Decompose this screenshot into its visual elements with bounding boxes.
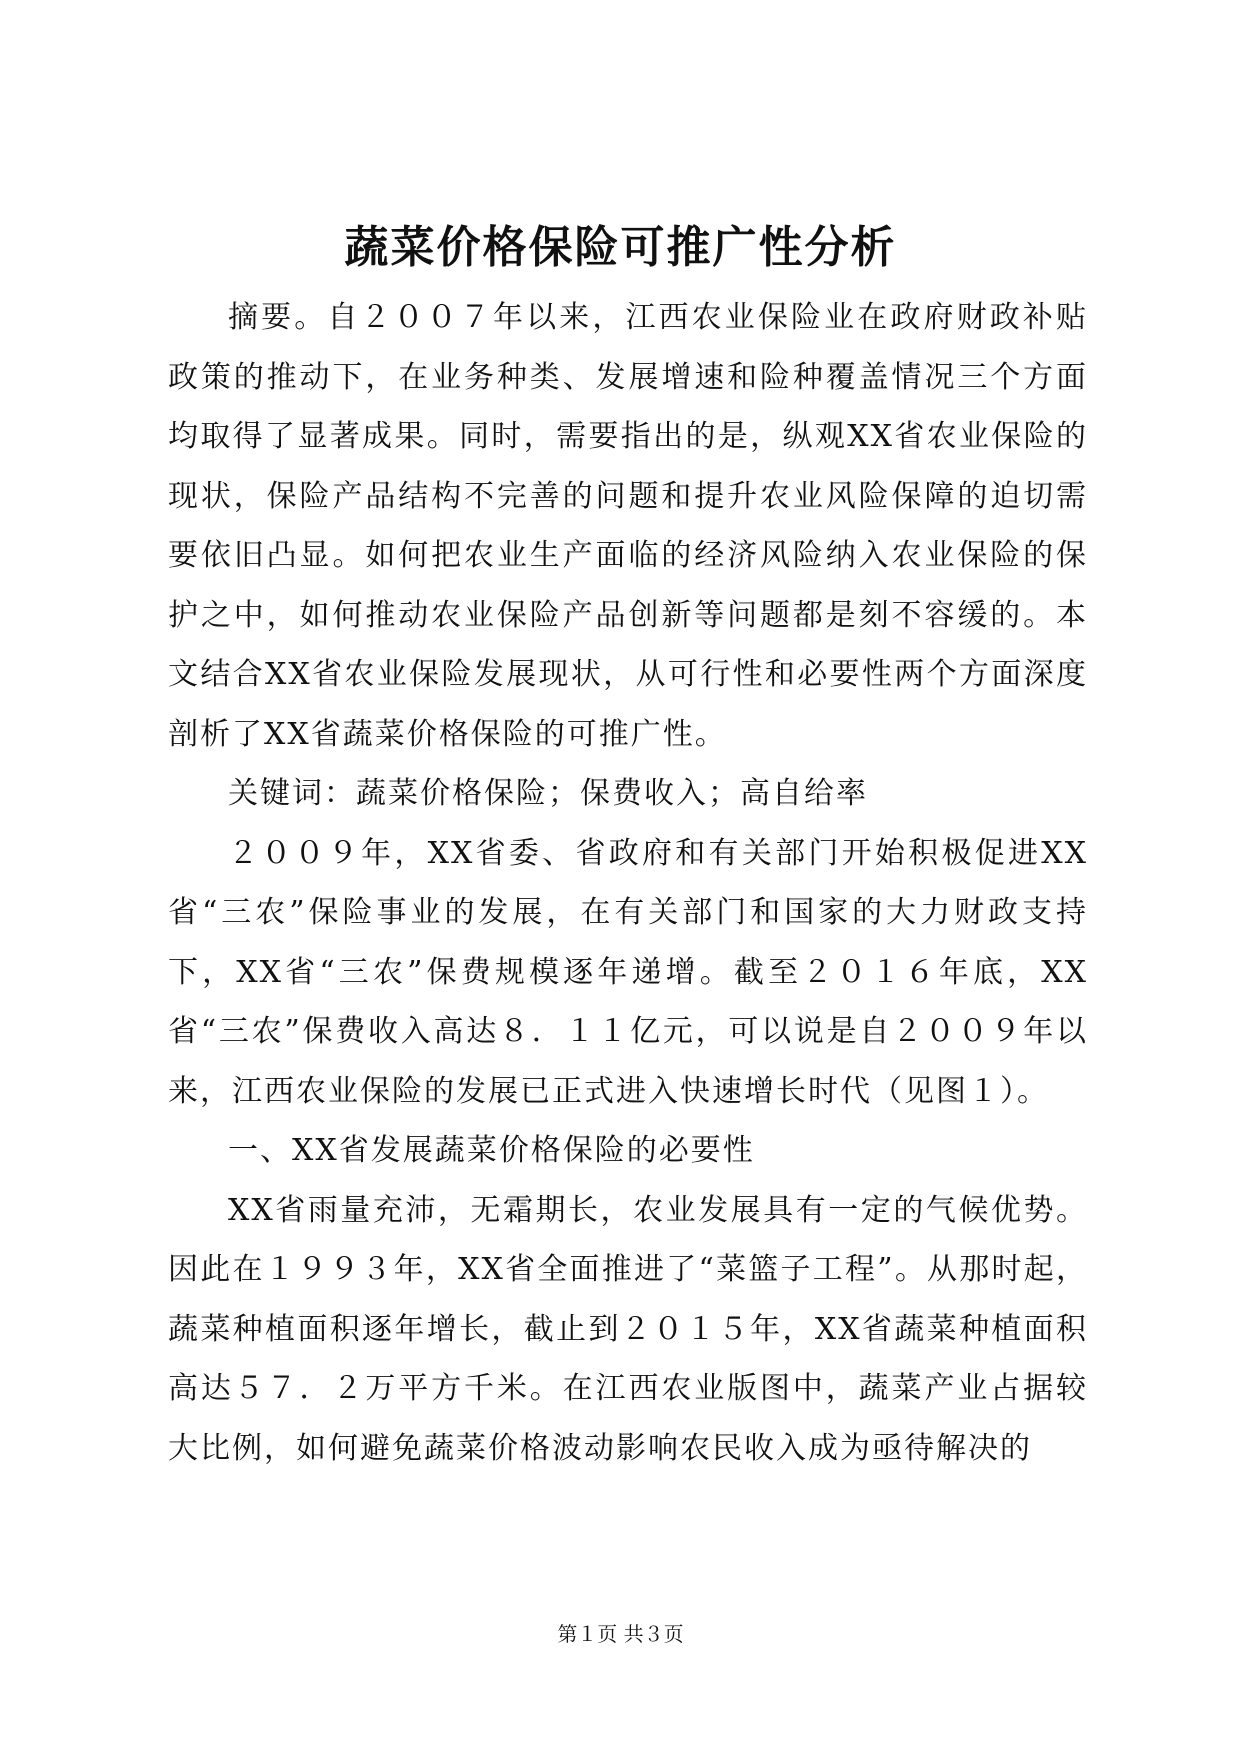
document-title: 蔬菜价格保险可推广性分析 bbox=[344, 222, 897, 273]
intro-paragraph: ２００９年，XX省委、省政府和有关部门开始积极促进XX省“三农”保险事业的发展，在有关部门和国家的大力财政支持下，XX省“三农”保费规模逐年递增。截至２０１６年底，XX省“三农”保费收入高达８．１１亿元，可以说是自２００９年以来，江西农业保险的发展已正式进入快速增长时代（见图１）。 bbox=[168, 835, 1088, 1109]
section-paragraph: XX省雨量充沛，无霜期长，农业发展具有一定的气候优势。因此在１９９３年，XX省全面推进了“菜篮子工程”。从那时起，蔬菜种植面积逐年增长，截止到２０１５年，XX省蔬菜种植面积高达５７．２万平方千米。在江西农业版图中，蔬菜产业占据较大比例，如何避免蔬菜价格波动影响农民收入成为亟待解决的 bbox=[168, 1192, 1088, 1466]
document-body bbox=[168, 288, 1088, 1478]
abstract-paragraph: 摘要。自２００７年以来，江西农业保险业在政府财政补贴政策的推动下，在业务种类、发展增速和险种覆盖情况三个方面均取得了显著成果。同时，需要指出的是，纵观XX省农业保险的现状，保险产品结构不完善的问题和提升农业风险保障的迫切需要依旧凸显。如何把农业生产面临的经济风险纳入农业保险的保护之中，如何推动农业保险产品创新等问题都是刻不容缓的。本文结合XX省农业保险发展现状，从可行性和必要性两个方面深度剖析了XX省蔬菜价格保险的可推广性。 bbox=[168, 300, 1088, 752]
keywords-paragraph: 关键词：蔬菜价格保险；保费收入；高自给率 bbox=[228, 776, 868, 811]
section-heading: 一、XX省发展蔬菜价格保险的必要性 bbox=[228, 1133, 755, 1168]
page-footer: 第１页 共３页 bbox=[557, 1622, 684, 1646]
